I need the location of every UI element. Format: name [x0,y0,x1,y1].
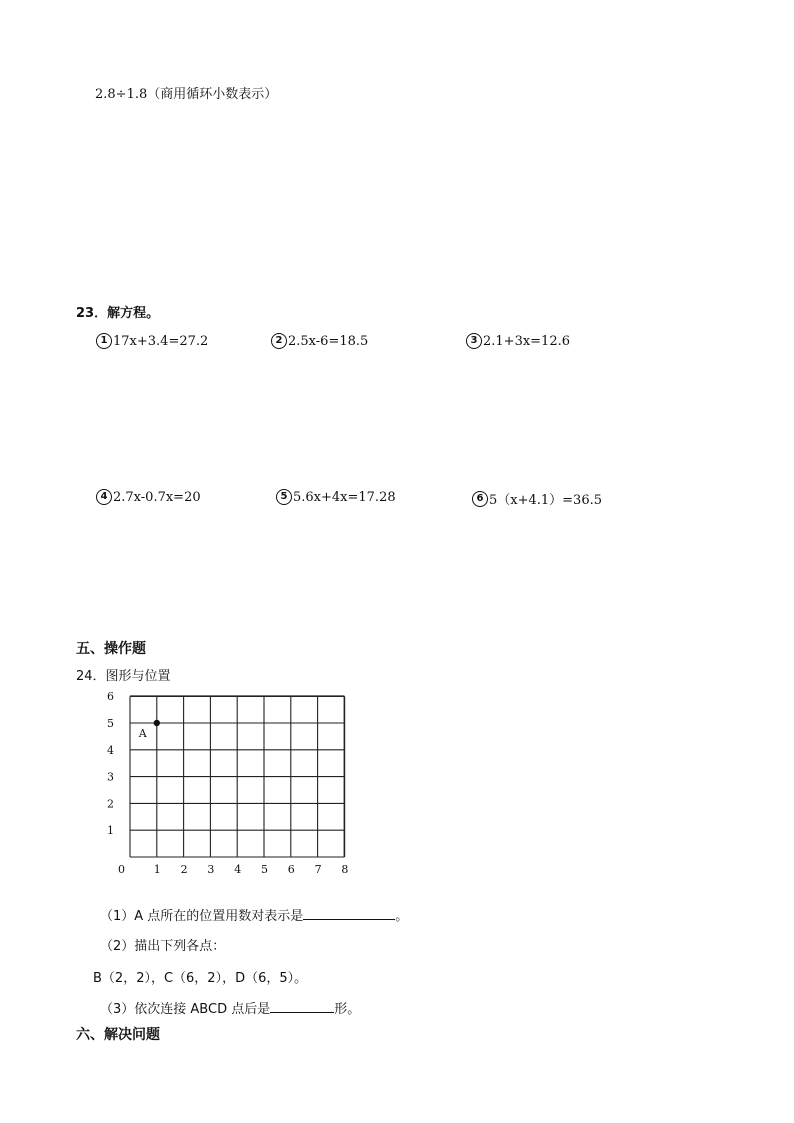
point-a-label: A [138,727,147,740]
x-axis-tick-label: 3 [207,863,215,876]
q24-title: 24．图形与位置 [76,669,171,684]
x-axis-tick-label: 0 [118,863,125,876]
answer-blank-1[interactable] [303,919,395,920]
answer-blank-2[interactable] [270,1012,334,1013]
y-axis-tick-label: 1 [107,824,114,838]
coordinate-grid [100,690,350,890]
y-axis-tick-label: 2 [107,797,114,811]
y-axis-tick-label: 6 [107,690,114,704]
circled-number: 1 [96,333,112,349]
y-axis-tick-label: 4 [107,743,114,757]
x-axis-tick-label: 4 [234,863,242,876]
q22-expression: 2.8÷1.8（商用循环小数表示） [95,87,278,102]
circled-number: 5 [276,489,292,505]
sub3-text: （3）依次连接 ABCD 点后是 [100,1002,271,1017]
sub1-text: （1）A 点所在的位置用数对表示是 [100,909,304,924]
section-5-heading: 五、操作题 [76,641,146,657]
sub3-end: 形。 [334,1002,361,1017]
x-axis-tick-label: 6 [287,863,295,876]
equation-6 [472,489,602,508]
x-axis-tick-label: 8 [341,863,349,876]
circled-number: 3 [466,333,482,349]
equation-text: 2.1+3x=12.6 [483,333,571,349]
circled-number: 6 [472,491,488,507]
q24-sub2: （2）描出下列各点： [100,939,226,954]
x-axis-tick-label: 2 [180,863,188,876]
section-6-heading: 六、解决问题 [76,1027,160,1043]
equation-5 [276,489,396,505]
q24-sub3 [100,998,360,1017]
q24-points: B（2，2），C（6，2），D（6，5）。 [93,971,308,986]
q23-title: 23．解方程。 [76,306,160,321]
sub1-end: 。 [395,909,409,924]
x-axis-tick-label: 7 [314,863,322,876]
equation-3 [466,333,570,349]
point-a-dot [154,720,160,726]
equation-text: 2.7x-0.7x=20 [113,489,201,505]
equation-text: 5.6x+4x=17.28 [293,489,396,505]
circled-number: 2 [271,333,287,349]
equation-4 [96,489,201,505]
y-axis-tick-label: 3 [107,770,114,784]
equation-text: 2.5x-6=18.5 [288,333,369,349]
equation-1 [96,333,208,349]
equation-2 [271,333,368,349]
circled-number: 4 [96,489,112,505]
x-axis-tick-label: 5 [261,863,268,876]
q24-sub1 [100,905,408,924]
y-axis-tick-label: 5 [107,717,114,730]
x-axis-tick-label: 1 [153,863,161,876]
equation-text: 17x+3.4=27.2 [113,333,209,349]
equation-text: 5（x+4.1）=36.5 [489,493,603,508]
